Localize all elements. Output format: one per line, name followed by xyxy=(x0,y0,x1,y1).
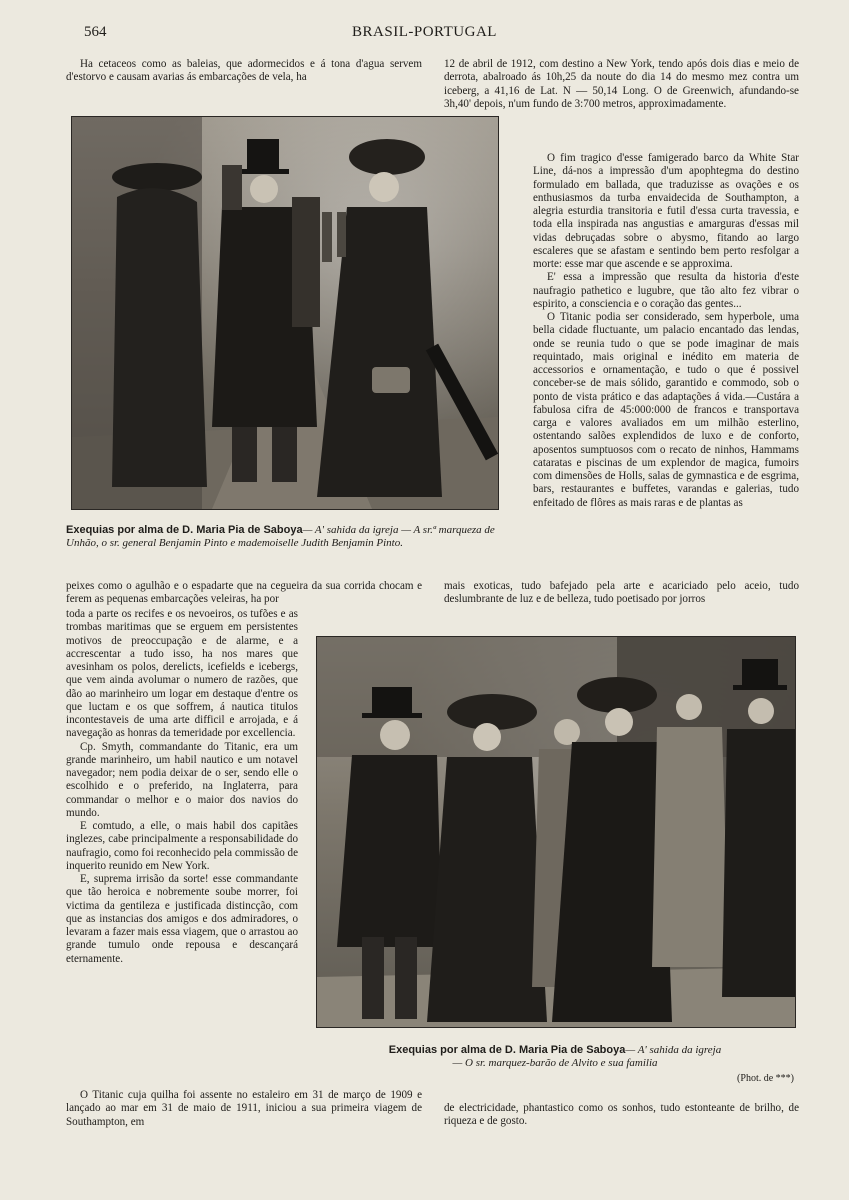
photo-credit: (Phot. de ***) xyxy=(737,1073,794,1084)
right-paragraph-3: E' essa a impressão que resulta da historia d'este naufragio pathetico e lugubre, que tão alto fez vibrar o espirito, a consciencia e o coração das gentes... xyxy=(533,271,799,310)
photo-funeral-street-scene-icon xyxy=(72,117,498,509)
right-column-narrow xyxy=(533,152,799,510)
right-paragraph-4: O Titanic podia ser considerado, sem hyperbole, uma bella cidade fluctuante, um palacio encantado das lendas, onde se reunia tudo o que se pode imaginar de mais requintado, mais original e inédito em materia de accessorios e ornamentação, e tudo o que é possivel conceber-se de mais sólido, garantido e commodo, sob o ponto de vista prático e das adaptações á vida.—Custára a fabulosa cifra de 45:000:000 de francos e transportava carga e valores avaliados em um milhão esterlino, ostentando salões explendidos de luxo e de conforto, aposentos sumptuosos com o recato de ninhos, Hammams cataratas e piscinas de um explendor de magica, fumoirs com dimensões de Holls, salas de gymnastica e de esgrima, bars, restaurantes e buffetes, varandas e galerias, tudo enfeitado de flôres as mais raras e de plantas as xyxy=(533,311,799,509)
photo-2 xyxy=(316,636,796,1028)
page-number: 564 xyxy=(84,24,107,40)
left-paragraph-2: Cp. Smyth, commandante do Titanic, era um grande marinheiro, um habil nautico e um notavel navegador; nem podia deixar de o ser, sendo elle o escolhido e o preferido, na Inglaterra, para commandar o melhor e o maior dos navios do mundo. xyxy=(66,740,298,819)
left-paragraph-3: E comtudo, a elle, o mais habil dos capitães inglezes, cabe principalmente a responsabilidade do naufragio, como foi reconhecido pela commissão de inquerito reunido em New York. xyxy=(66,820,298,872)
bottom-right-paragraph: de electricidade, phantastico como os sonhos, tudo estonteante de brilho, de riqueza e de gosto. xyxy=(444,1102,799,1128)
left-top-paragraph: Ha cetaceos como as baleias, que adormecidos e á tona d'agua servem d'estorvo e causam avarias ás embarcações de vela, ha xyxy=(66,58,422,84)
photo-1-caption-text: — A' sahida da igreja — A sr.ª marqueza de Unhão, o sr. general Benjamin Pinto e mademoiselle Judith Benjamin Pinto. xyxy=(66,524,495,549)
left-column-bottom xyxy=(66,608,298,966)
photo-2-caption-text-2: — O sr. marquez-barão de Alvito e sua familia xyxy=(452,1057,658,1069)
photo-funeral-group-scene-icon xyxy=(317,637,795,1027)
photo-2-caption-title: Exequias por alma de D. Maria Pia de Saboya xyxy=(388,1044,626,1056)
bottom-left-paragraph: O Titanic cuja quilha foi assente no estaleiro em 31 de março de 1909 e lançado ao mar em 31 de maio de 1911, iniciou a sua primeira viagem de Southampton, em xyxy=(66,1089,422,1128)
photo-1-caption-title: Exequias por alma de D. Maria Pia de Saboya xyxy=(66,524,303,536)
middle-band-right: mais exoticas, tudo bafejado pela arte e acariciado pelo aceio, tudo deslumbrante de luz e de belleza, tudo poetisado por jorros xyxy=(444,580,799,606)
right-paragraph-1: 12 de abril de 1912, com destino a New York, tendo após dois dias e meio de derrota, abalroado ás 10h,25 da noute do dia 14 do mesmo mez contra um iceberg, a 41,16 de Lat. N — 50,14 Long. O de Greenwich, afundando-se 3h,40' depois, n'um fundo de 3:700 metros, approximadamente. xyxy=(444,58,799,110)
photo-1 xyxy=(71,116,499,510)
running-title: BRASIL-PORTUGAL xyxy=(352,24,497,40)
right-column-top xyxy=(444,58,799,111)
photo-1-caption xyxy=(66,524,502,550)
photo-2-caption xyxy=(316,1044,794,1070)
middle-band-left: peixes como o agulhão e o espadarte que na cegueira da sua corrida chocam e ferem as pequenas embarcações veleiras, ha por xyxy=(66,580,422,606)
left-paragraph-1: toda a parte os recifes e os nevoeiros, os tufões e as trombas maritimas que se erguem em persistentes motivos de preoccupação e de alarme, e a accrescentar a tudo isso, ha nos mares que avesinham os polos, derelicts, icefields e icebergs, que vem ainda avolumar o numero de razões, que dão ao marinheiro um logar em destaque d'entre os que luctam e os que soffrem, á nautica titulos incontestaveis de uma arte difficil e arrojada, e á navegação as honras da temeridade por excellencia. xyxy=(66,608,298,740)
left-paragraph-4: E, suprema irrisão da sorte! esse commandante que tão heroica e nobremente soube morrer, foi victima da gentileza e justificada distincção, com que as instancias dos amigos e dos admiradores, o levaram a fazer mais essa viagem, que o arrastou ao grande tumulo onde repousa e descançará eternamente. xyxy=(66,873,298,965)
right-paragraph-2: O fim tragico d'esse famigerado barco da White Star Line, dá-nos a impressão d'um apophtegma do destino formulado em ballada, que traduzisse as ovações e os enthusiasmos da turba envaidecida de Southampton, a alegria esturdia transitoria e futil d'essa curta travessia, e toda ella inspirada nas angustias e amarguras d'essas mil vidas debruçadas sobre o abysmo, fitando ao largo escaleres que se afastam e sentindo bem perto resfolgar a morte: esse mar que ascende e se approxima. xyxy=(533,152,799,270)
photo-2-caption-text-1: — A' sahida da igreja xyxy=(625,1044,722,1056)
